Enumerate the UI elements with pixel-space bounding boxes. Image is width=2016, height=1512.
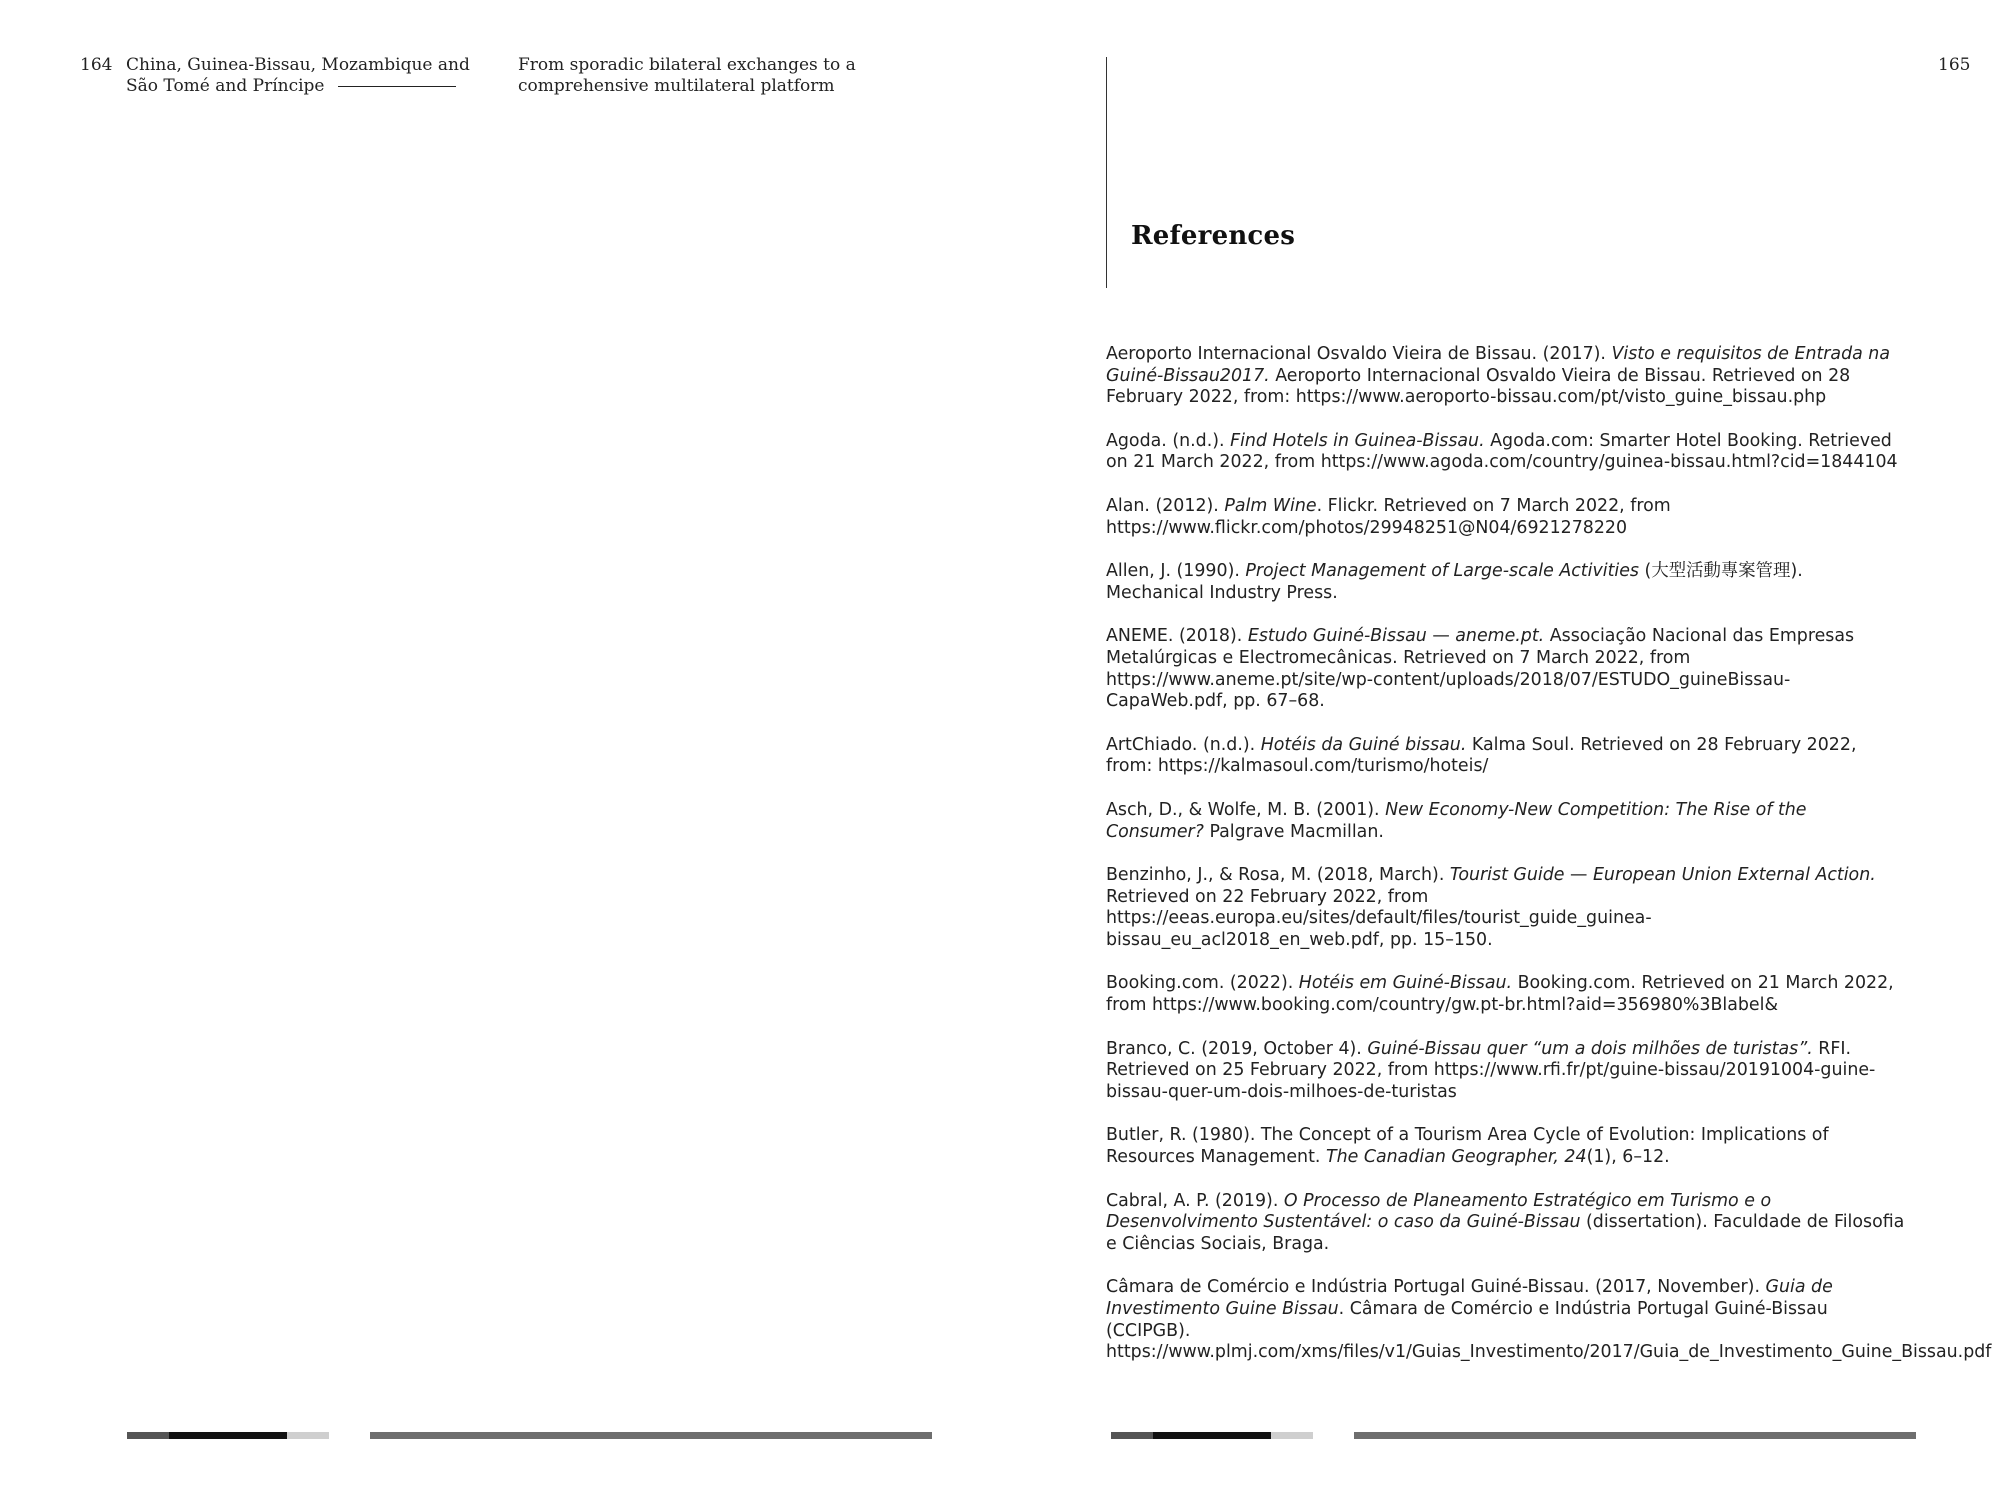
reference-text: Tourist Guide [1449, 865, 1565, 886]
reference-text: (1), 6–12. [1586, 1147, 1670, 1168]
reference-text: (dissertation). Faculdade de Filosofia e Ciências Sociais, Braga. [1106, 1212, 1905, 1254]
reference-text: Hotéis em Guiné-Bissau. [1298, 973, 1513, 994]
left-running-title [126, 55, 470, 97]
reference-text: Retrieved on 22 February 2022, from https://eeas.europa.eu/sites/default/files/tourist_guide_guinea-bissau_eu_acl2018_en_web.pdf, pp. 15–150. [1106, 886, 1652, 950]
reference-text: Palgrave Macmillan. [1203, 821, 1384, 842]
section-heading: References [1131, 221, 1296, 251]
footer-bar-right-light [1271, 1432, 1313, 1439]
reference-text: Palm Wine [1224, 495, 1317, 516]
footer-bar-left-dark [169, 1432, 287, 1439]
reference-entry [1106, 496, 1906, 539]
footer-bar-left-light [287, 1432, 329, 1439]
reference-text: aneme.pt. [1455, 626, 1545, 647]
chapter-title-line2: comprehensive multilateral platform [518, 76, 835, 96]
reference-text: Cabral, A. P. (2019). [1106, 1190, 1284, 1211]
reference-text: The Canadian Geographer, 24 [1325, 1147, 1587, 1168]
reference-text: Asch, D., & Wolfe, M. B. (2001). [1106, 799, 1386, 820]
reference-text: ANEME. (2018). [1106, 626, 1248, 647]
reference-text: ArtChiado. (n.d.). [1106, 734, 1261, 755]
reference-text: Butler, R. (1980). The Concept of a Tourism Area Cycle of Evolution: Implications of Resources Management. [1106, 1125, 1829, 1168]
reference-entry [1106, 865, 1906, 951]
reference-text: Aeroporto Internacional Osvaldo Vieira de Bissau. (2017). [1106, 344, 1612, 364]
chapter-title [518, 55, 856, 97]
reference-text: — [1564, 865, 1593, 886]
reference-text: Estudo Guiné-Bissau [1247, 626, 1427, 647]
reference-text: Associação Nacional das Empresas Metalúrgicas e Electromecânicas. Retrieved on 7 March 2022, from https://www.aneme.pt/site/wp-content/uploads/2018/07/ESTUDO_guineBissau-CapaWeb.pdf, pp. 67–68. [1106, 626, 1855, 712]
reference-text: Visto e requisitos de Entrada na Guiné-Bissau2017. [1106, 344, 1890, 386]
footer-bar-left-mid [127, 1432, 169, 1439]
reference-text: New Economy-New Competition: The Rise of the Consumer? [1106, 799, 1807, 842]
reference-text: Benzinho, J., & Rosa, M. (2018, March). [1106, 865, 1450, 886]
reference-text: Booking.com. Retrieved on 21 March 2022, from https://www.booking.com/country/gw.pt-br.html?aid=356980%3Blabel& [1106, 973, 1894, 1016]
reference-entry [1106, 431, 1906, 474]
reference-text: Booking.com. (2022). [1106, 973, 1299, 994]
reference-text: Câmara de Comércio e Indústria Portugal Guiné-Bissau. (2017, November). [1106, 1277, 1766, 1298]
left-running-title-line2-wrap [126, 76, 470, 97]
reference-text: Guia de Investimento Guine Bissau [1106, 1277, 1833, 1319]
reference-text: Project Management of Large-scale Activities [1245, 561, 1639, 582]
footer-bar-right-long [1354, 1432, 1916, 1439]
right-page-number: 165 [1938, 55, 1971, 75]
reference-text: Aeroporto Internacional Osvaldo Vieira de Bissau. Retrieved on 28 February 2022, from: https://www.aeroporto-bissau.com/pt/visto_guine_bissau.php [1106, 365, 1851, 408]
section-vertical-rule [1106, 57, 1107, 288]
footer-bar-right-dark [1153, 1432, 1271, 1439]
reference-text: RFI. Retrieved on 25 February 2022, from https://www.rfi.fr/pt/guine-bissau/20191004-guine-bissau-quer-um-dois-milhoes-de-turistas [1106, 1038, 1876, 1102]
reference-entry [1106, 973, 1906, 1016]
reference-entry [1106, 1191, 1906, 1256]
footer-bar-left-long [370, 1432, 932, 1439]
reference-text: (大型活動專案管理). Mechanical Industry Press. [1106, 561, 1803, 603]
header-rule [338, 86, 456, 87]
reference-text: Guiné-Bissau quer “um a dois milhões de turistas”. [1367, 1038, 1813, 1059]
reference-entry [1106, 1125, 1906, 1168]
reference-entry [1106, 1039, 1906, 1104]
left-running-title-line1: China, Guinea-Bissau, Mozambique and [126, 55, 470, 75]
reference-entry [1106, 735, 1906, 778]
reference-text: Allen, J. (1990). [1106, 561, 1246, 582]
reference-entry [1106, 561, 1906, 604]
reference-text: Alan. (2012). [1106, 495, 1225, 516]
reference-text: O Processo de Planeamento Estratégico em Turismo e o Desenvolvimento Sustentável: o caso da Guiné-Bissau [1106, 1190, 1772, 1233]
chapter-title-line1: From sporadic bilateral exchanges to a [518, 55, 856, 75]
reference-text: . Câmara de Comércio e Indústria Portugal Guiné-Bissau (CCIPGB). https://www.plmj.com/xms/files/v1/Guias_Investimento/2017/Guia_de_Investimento_Guine_Bissau.pdf [1106, 1299, 1992, 1363]
reference-text: European Union External Action. [1592, 865, 1876, 886]
reference-text: . Flickr. Retrieved on 7 March 2022, from https://www.flickr.com/photos/29948251@N04/6921278220 [1106, 495, 1671, 538]
reference-text: Hotéis da Guiné bissau. [1260, 734, 1467, 755]
reference-text: Kalma Soul. Retrieved on 28 February 2022, from: https://kalmasoul.com/turismo/hoteis/ [1106, 734, 1857, 777]
reference-entry [1106, 344, 1906, 409]
left-page-number: 164 [80, 55, 113, 75]
references-list [1106, 344, 1992, 1386]
left-running-title-line2: São Tomé and Príncipe [126, 76, 325, 96]
reference-entry [1106, 800, 1906, 843]
reference-text: Agoda.com: Smarter Hotel Booking. Retrieved on 21 March 2022, from https://www.agoda.com/country/guinea-bissau.html?cid=1844104 [1106, 430, 1898, 473]
reference-text: Find Hotels in Guinea-Bissau. [1230, 430, 1485, 451]
footer-bar-right-mid [1111, 1432, 1153, 1439]
reference-entry [1106, 626, 1906, 712]
reference-text: Agoda. (n.d.). [1106, 430, 1231, 451]
reference-text: Branco, C. (2019, October 4). [1106, 1038, 1368, 1059]
reference-entry [1106, 1277, 1992, 1363]
reference-text: — [1426, 626, 1456, 647]
